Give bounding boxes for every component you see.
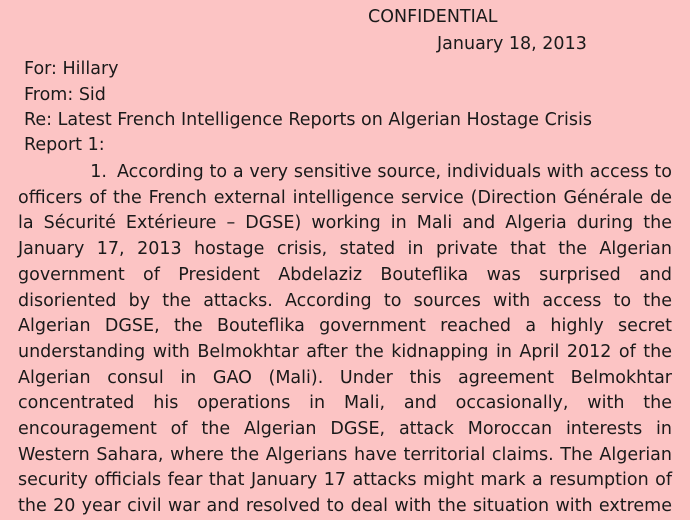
classification-label: CONFIDENTIAL — [368, 7, 498, 27]
paragraph-number: 1. — [90, 162, 107, 182]
memo-body-paragraph — [18, 160, 672, 520]
memo-subject: Re: Latest French Intelligence Reports on Algerian Hostage Crisis — [24, 110, 592, 130]
report-heading: Report 1: — [24, 135, 105, 155]
memo-date: January 18, 2013 — [437, 34, 587, 54]
memo-recipient: For: Hillary — [24, 59, 119, 79]
memo-sender: From: Sid — [24, 85, 106, 105]
paragraph-text: According to a very sensitive source, individuals with access to officers of the French external intelligence service (Direction Générale de la Sécurité Extérieure – DGSE) working in Mali and Algeria during the January 17, 2013 hostage crisis, stated in private that the Algerian government of President Abdelaziz Bouteflika was surprised and disoriented by the attacks. According to sources with access to the Algerian DGSE, the Bouteflika government reached a highly secret understanding with Belmokhtar after the kidnapping in April 2012 of the Algerian consul in GAO (Mali). Under this agreement Belmokhtar concentrated his operations in Mali, and occasionally, with the encouragement of the Algerian DGSE, attack Moroccan interests in Western Sahara, where the Algerians have territorial claims. The Algerian security officials fear that January 17 attacks might mark a resumption of the 20 year civil war and resolved to deal with the situation with extreme — [18, 162, 672, 517]
